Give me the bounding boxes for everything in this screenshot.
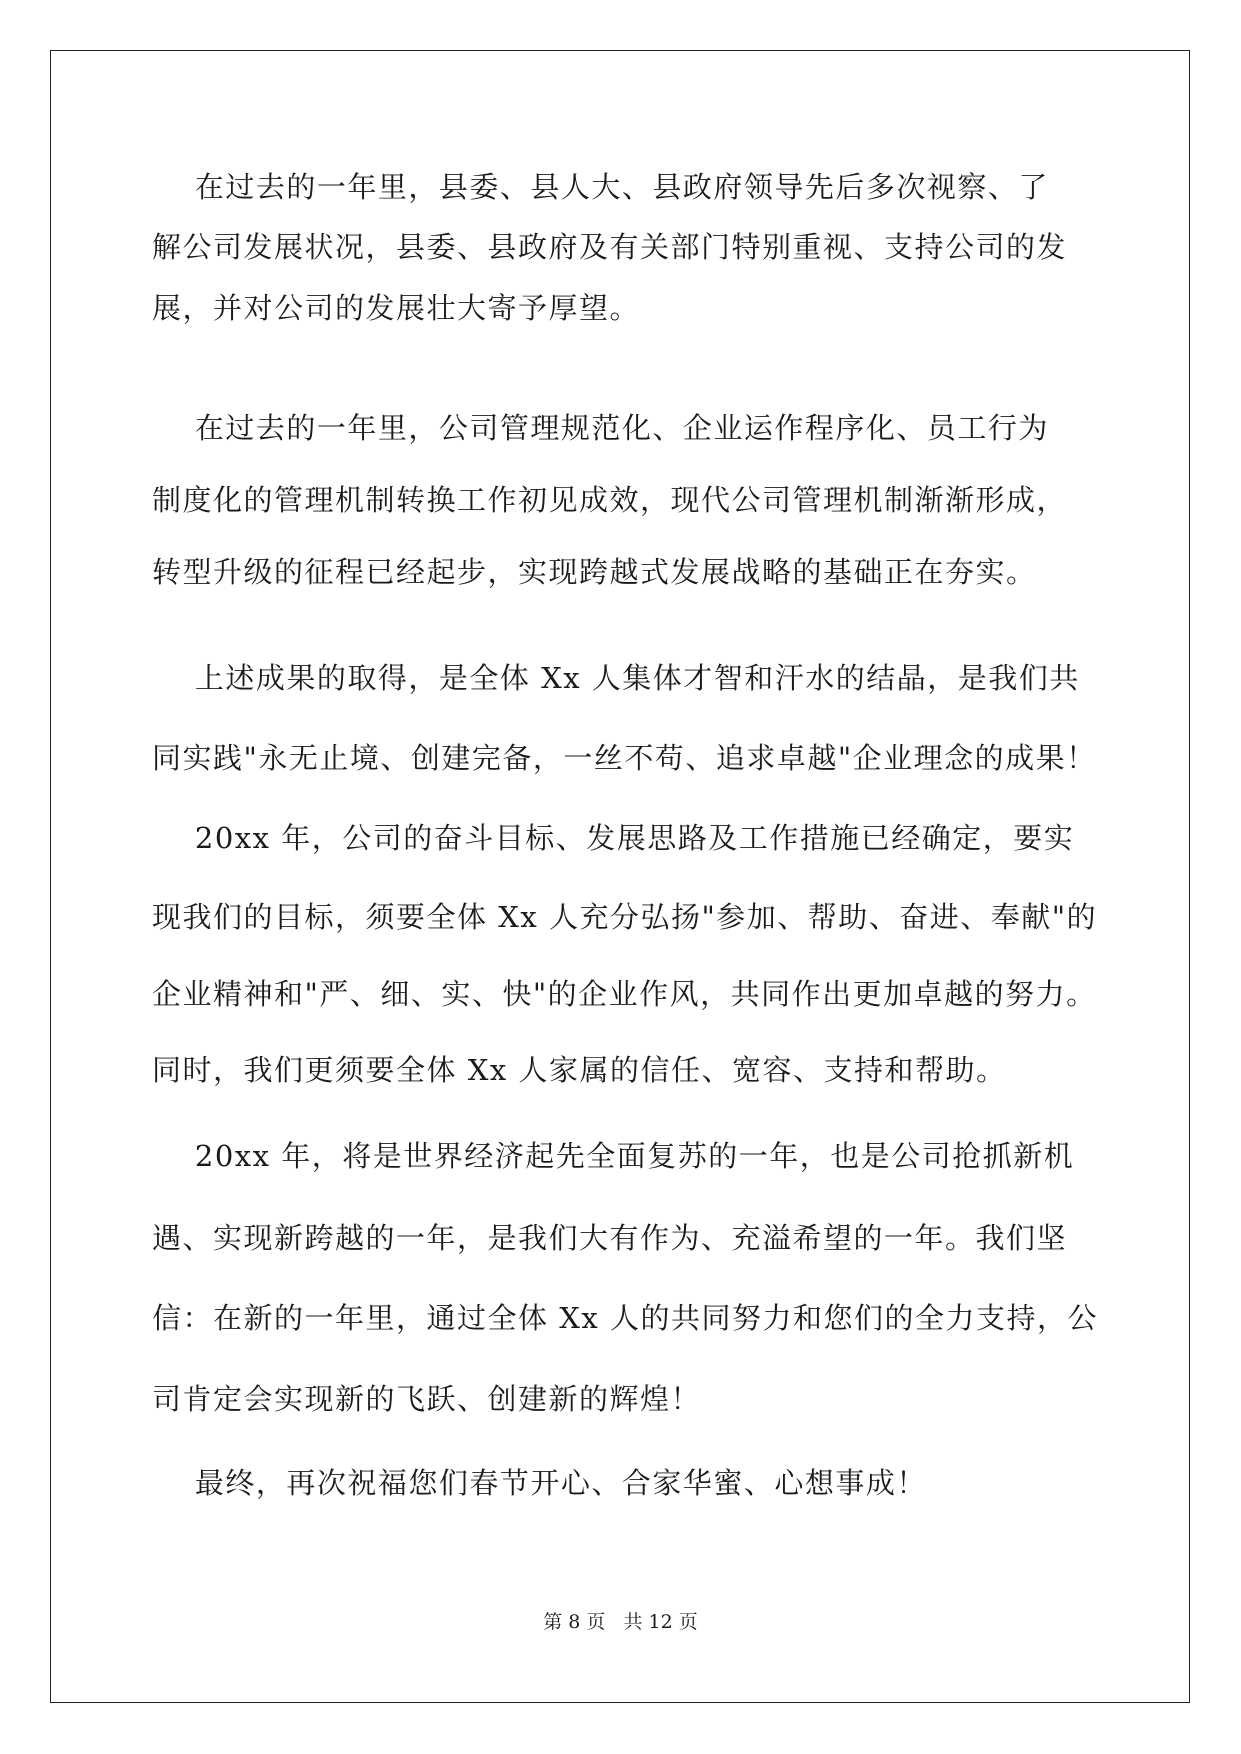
page-footer: [0, 1610, 1241, 1634]
paragraph-line: 同时，我们更须要全体 Xx 人家属的信任、宽容、支持和帮助。: [152, 1053, 1007, 1087]
paragraph-line: 解公司发展状况，县委、县政府及有关部门特别重视、支持公司的发: [152, 230, 1068, 264]
paragraph-line: 20xx 年，将是世界经济起先全面复苏的一年，也是公司抢抓新机: [152, 1139, 1075, 1173]
paragraph-line: 最终，再次祝福您们春节开心、合家华蜜、心想事成！: [152, 1466, 927, 1500]
paragraph-line: 信：在新的一年里，通过全体 Xx 人的共同努力和您们的全力支持，公: [152, 1301, 1098, 1335]
paragraph-line: 同实践"永无止境、创建完备，一丝不苟、追求卓越"企业理念的成果！: [152, 741, 1097, 775]
paragraph-line: 遇、实现新跨越的一年，是我们大有作为、充溢希望的一年。我们坚: [152, 1221, 1068, 1255]
page-number: 第 8 页: [543, 1611, 606, 1633]
paragraph-line: 转型升级的征程已经起步，实现跨越式发展战略的基础正在夯实。: [152, 555, 1037, 589]
paragraph-line: 现我们的目标，须要全体 Xx 人充分弘扬"参加、帮助、奋进、奉献"的: [152, 900, 1098, 934]
paragraph-line: 在过去的一年里，公司管理规范化、企业运作程序化、员工行为: [152, 411, 1049, 445]
paragraph-line: 展，并对公司的发展壮大寄予厚望。: [152, 291, 641, 325]
paragraph-line: 20xx 年，公司的奋斗目标、发展思路及工作措施已经确定，要实: [152, 821, 1075, 855]
paragraph-line: 上述成果的取得，是全体 Xx 人集体才智和汗水的结晶，是我们共: [152, 661, 1080, 695]
paragraph-line: 在过去的一年里，县委、县人大、县政府领导先后多次视察、了: [152, 170, 1049, 204]
paragraph-line: 制度化的管理机制转换工作初见成效，现代公司管理机制渐渐形成，: [152, 483, 1068, 517]
paragraph-line: 司肯定会实现新的飞跃、创建新的辉煌！: [152, 1382, 702, 1416]
page-total: 共 12 页: [623, 1611, 698, 1633]
paragraph-line: 企业精神和"严、细、实、快"的企业作风，共同作出更加卓越的努力。: [152, 977, 1097, 1011]
